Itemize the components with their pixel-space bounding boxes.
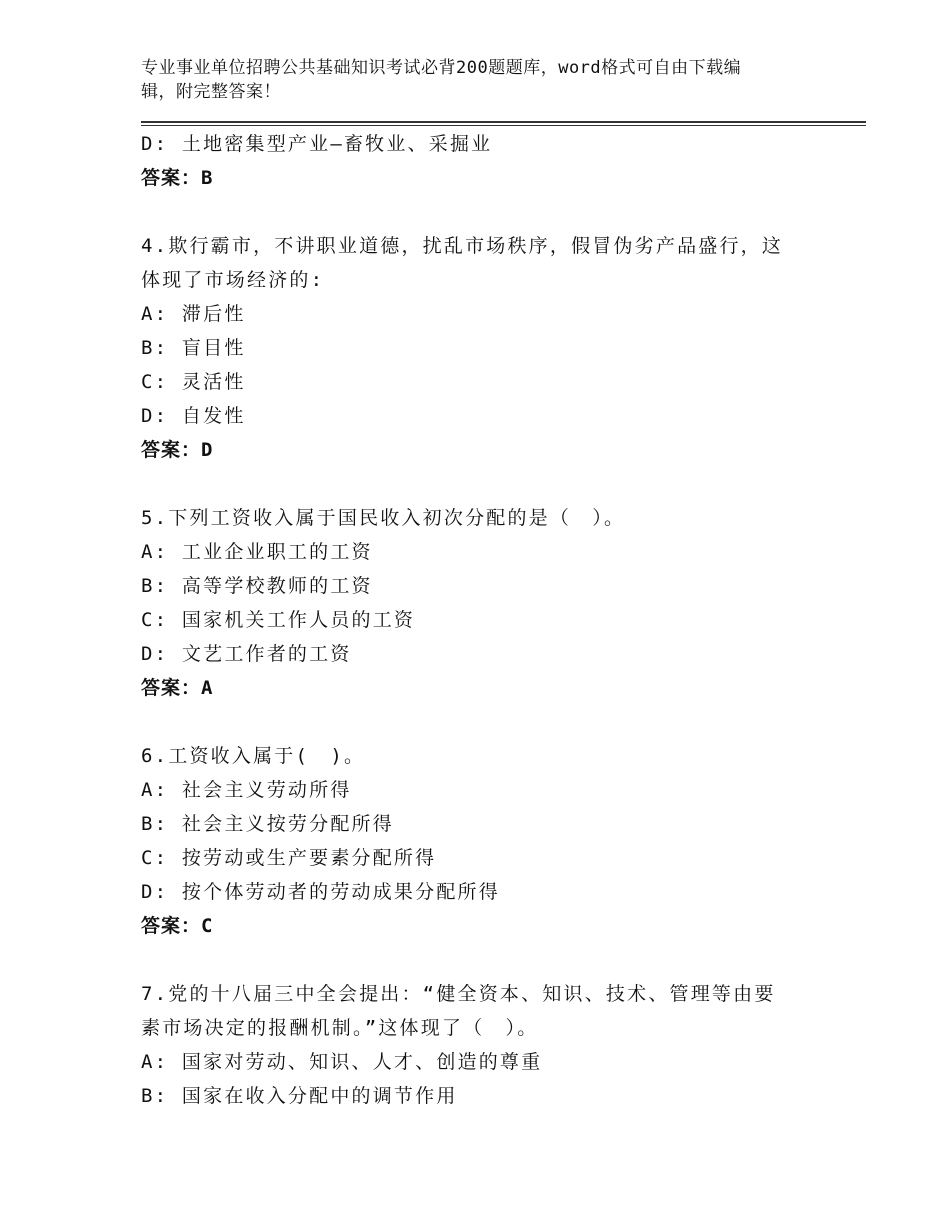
question-5-option-d: D: 文艺工作者的工资 — [141, 643, 352, 665]
question-4-option-c: C: 灵活性 — [141, 371, 246, 393]
spacer — [141, 943, 866, 977]
question-7-stem-line-2: 素市场决定的报酬机制。”这体现了（ ）。 — [141, 1017, 539, 1039]
question-5-option-c: C: 国家机关工作人员的工资 — [141, 609, 416, 631]
prev-option-d: D: 土地密集型产业—畜牧业、采掘业 — [141, 133, 493, 155]
question-4-option-b: B: 盲目性 — [141, 337, 246, 359]
question-7-option-a: A: 国家对劳动、知识、人才、创造的尊重 — [141, 1051, 543, 1073]
question-6-answer: 答案：C — [141, 915, 214, 937]
question-4-answer: 答案：D — [141, 439, 214, 461]
question-6-option-a: A: 社会主义劳动所得 — [141, 779, 352, 801]
header-divider-thick — [141, 121, 866, 123]
question-6-option-d: D: 按个体劳动者的劳动成果分配所得 — [141, 881, 500, 903]
header-line-1: 专业事业单位招聘公共基础知识考试必背200题题库，word格式可自由下载编 — [141, 58, 742, 78]
question-6-stem-line-1: 6.工资收入属于( )。 — [141, 745, 366, 767]
question-4-option-d: D: 自发性 — [141, 405, 246, 427]
question-4-option-a: A: 滞后性 — [141, 303, 246, 325]
question-4 — [141, 229, 866, 467]
question-6 — [141, 739, 866, 943]
spacer — [141, 705, 866, 739]
question-5 — [141, 501, 866, 705]
page-header — [141, 56, 801, 104]
question-content — [141, 127, 866, 1113]
header-line-2: 辑，附完整答案！ — [141, 82, 281, 102]
question-4-stem-line-2: 体现了市场经济的: — [141, 269, 325, 291]
header-divider-thin — [141, 125, 866, 126]
question-7 — [141, 977, 866, 1113]
question-6-option-b: B: 社会主义按劳分配所得 — [141, 813, 394, 835]
question-5-stem-line-1: 5.下列工资收入属于国民收入初次分配的是（ ）。 — [141, 507, 626, 529]
question-4-stem-line-1: 4.欺行霸市，不讲职业道德，扰乱市场秩序，假冒伪劣产品盛行，这 — [141, 235, 784, 257]
prev-answer: 答案：B — [141, 167, 214, 189]
spacer — [141, 467, 866, 501]
question-5-answer: 答案：A — [141, 677, 214, 699]
question-7-option-b: B: 国家在收入分配中的调节作用 — [141, 1085, 458, 1107]
question-7-stem-line-1: 7.党的十八届三中全会提出：“健全资本、知识、技术、管理等由要 — [141, 983, 776, 1005]
question-5-option-a: A: 工业企业职工的工资 — [141, 541, 373, 563]
spacer — [141, 195, 866, 229]
question-6-option-c: C: 按劳动或生产要素分配所得 — [141, 847, 437, 869]
question-5-option-b: B: 高等学校教师的工资 — [141, 575, 373, 597]
